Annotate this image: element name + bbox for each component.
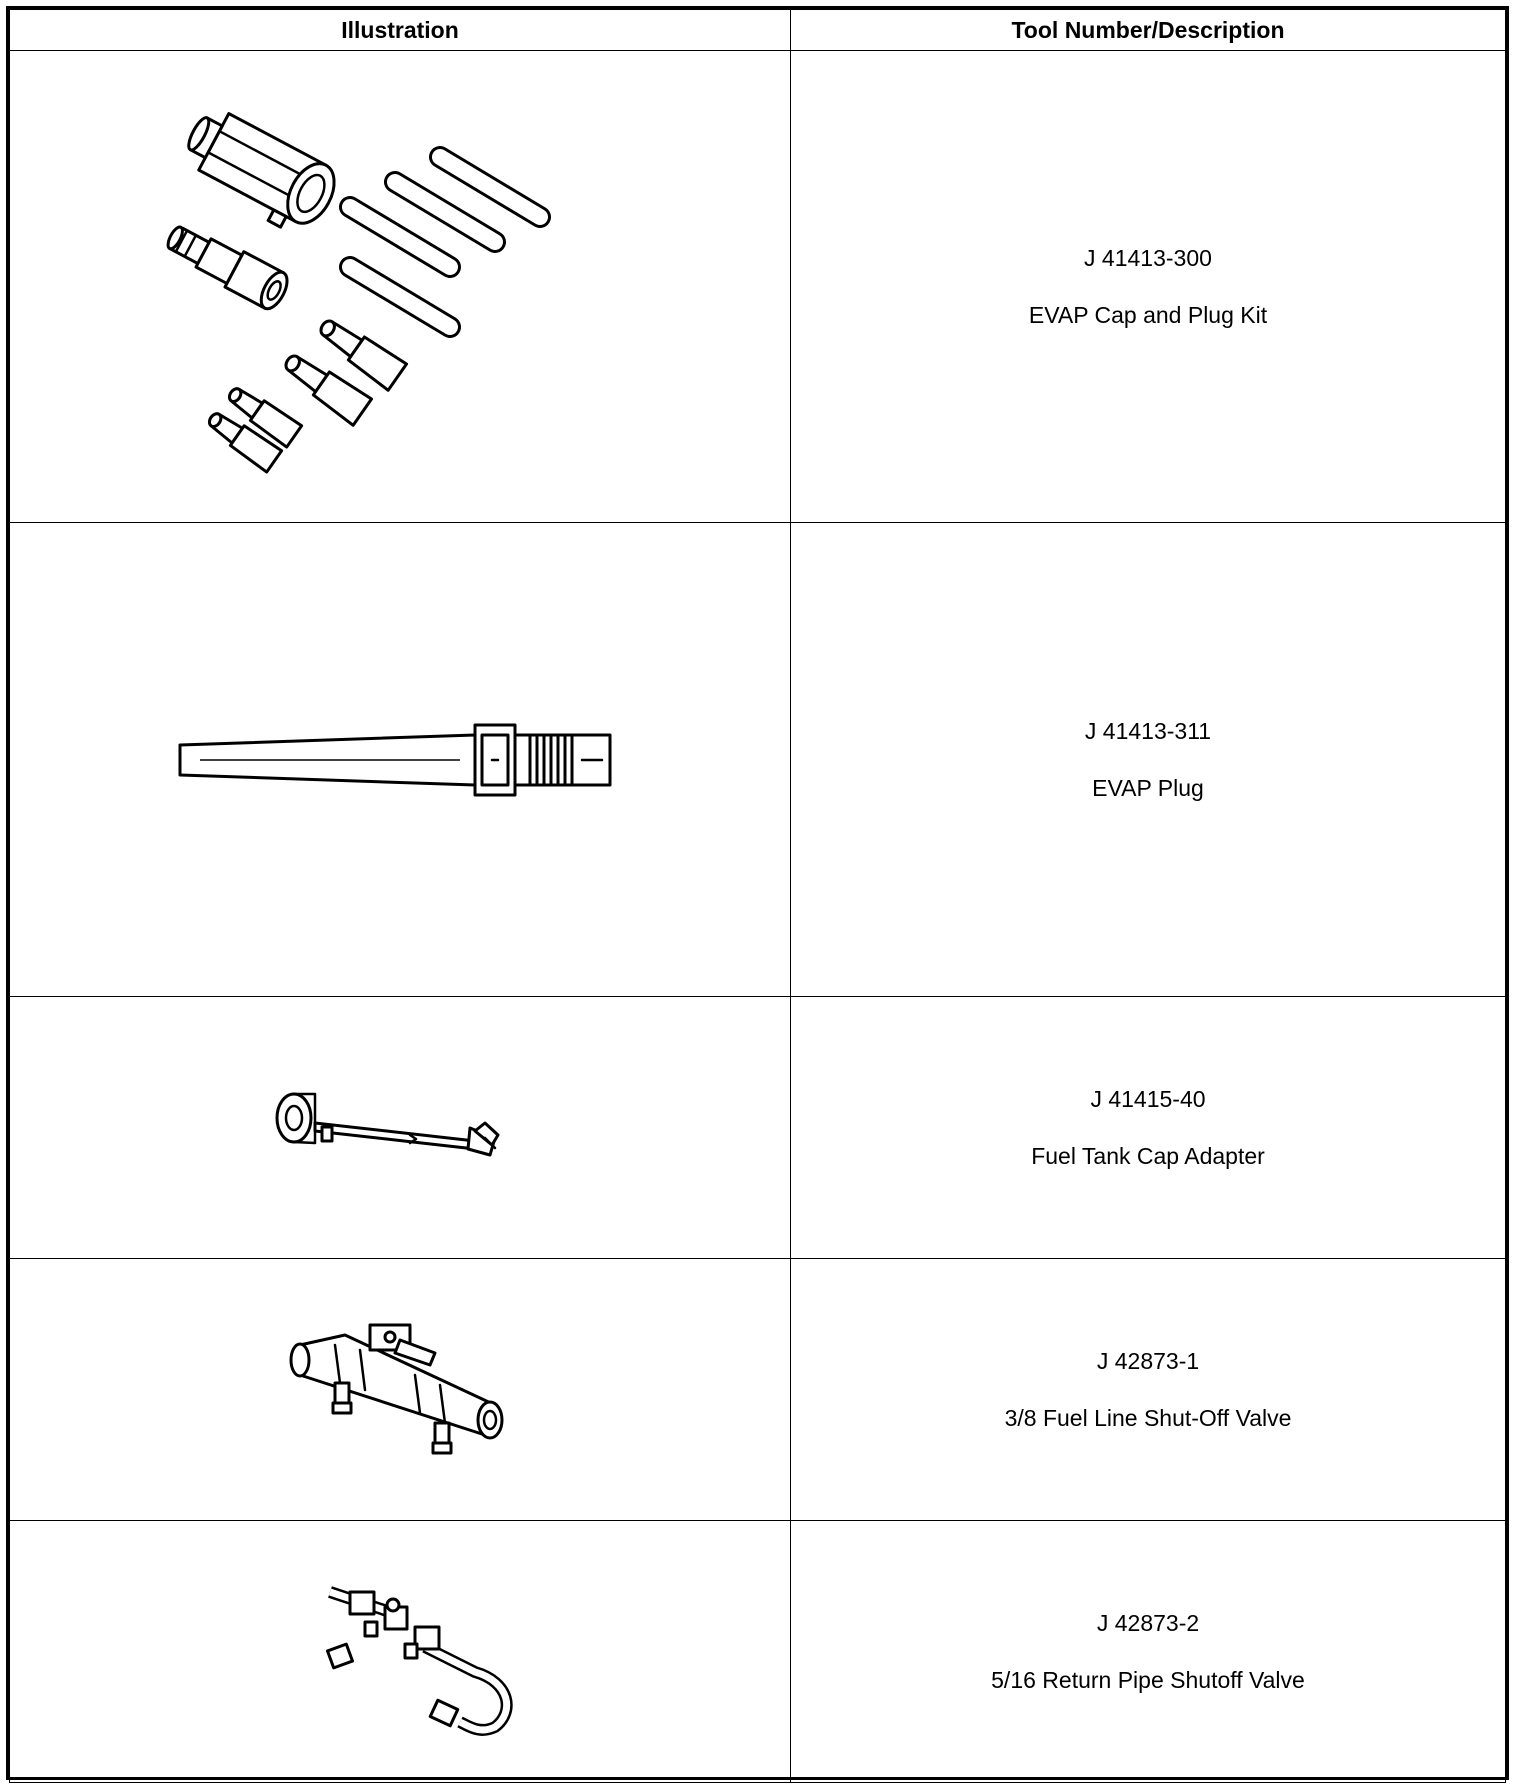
table-row xyxy=(10,1521,1506,1783)
tool-table-sheet xyxy=(6,6,1509,1780)
illustration-cell xyxy=(10,1259,791,1521)
header-row xyxy=(10,10,1506,51)
fuel-line-shutoff-valve-icon xyxy=(285,1305,515,1475)
tool-description-cell xyxy=(791,1521,1506,1783)
illustration-cell xyxy=(10,997,791,1259)
tool-description: EVAP Plug xyxy=(1092,774,1204,801)
illustration-cell xyxy=(10,1521,791,1783)
illustration-cell xyxy=(10,51,791,523)
tool-description: 5/16 Return Pipe Shutoff Valve xyxy=(991,1666,1305,1693)
evap-plug-icon xyxy=(170,705,630,815)
tool-description-cell xyxy=(791,523,1506,997)
tool-description-cell xyxy=(791,1259,1506,1521)
tool-number: J 41413-300 xyxy=(1084,244,1212,271)
table-row xyxy=(10,1259,1506,1521)
return-pipe-shutoff-valve-icon xyxy=(275,1562,525,1742)
tool-description: 3/8 Fuel Line Shut-Off Valve xyxy=(1004,1404,1292,1431)
table-row xyxy=(10,51,1506,523)
evap-cap-plug-kit-icon xyxy=(140,82,660,492)
tool-number: J 41413-311 xyxy=(1084,717,1212,744)
tool-number: J 42873-1 xyxy=(1096,1347,1200,1374)
tool-description: Fuel Tank Cap Adapter xyxy=(1031,1142,1265,1169)
fuel-tank-cap-adapter-icon xyxy=(270,1083,530,1173)
tool-number: J 42873-2 xyxy=(1096,1609,1200,1636)
tool-description-cell xyxy=(791,51,1506,523)
illustration-header: Illustration xyxy=(10,10,791,51)
table-row xyxy=(10,523,1506,997)
tool-description: EVAP Cap and Plug Kit xyxy=(1028,301,1268,328)
tool-number: J 41415-40 xyxy=(1090,1085,1206,1112)
illustration-cell xyxy=(10,523,791,997)
tool-header: Tool Number/Description xyxy=(791,10,1506,51)
tool-description-cell xyxy=(791,997,1506,1259)
tool-table xyxy=(9,9,1506,1783)
table-row xyxy=(10,997,1506,1259)
